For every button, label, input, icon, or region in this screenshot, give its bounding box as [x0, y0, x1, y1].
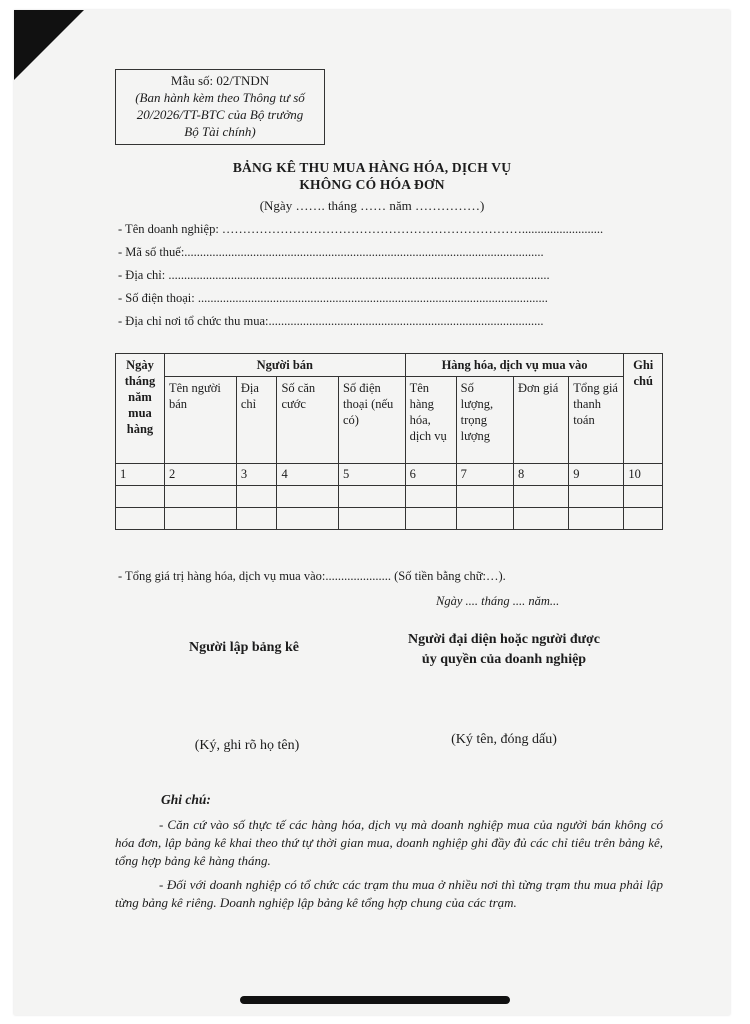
representative-title-line-2: ủy quyền của doanh nghiệp — [421, 652, 587, 667]
table-cell — [513, 486, 568, 508]
representative-title — [386, 630, 622, 670]
preparer-title: Người lập bảng kê — [189, 640, 299, 655]
table-cell — [277, 508, 338, 530]
column-number: 8 — [513, 464, 568, 486]
issued-line-3: Bộ Tài chính) — [184, 124, 256, 139]
table-cell — [164, 486, 236, 508]
title-line-2: KHÔNG CÓ HÓA ĐƠN — [299, 177, 445, 192]
preparer-sign-note: (Ký, ghi rõ họ tên) — [194, 738, 300, 753]
table-cell — [236, 486, 277, 508]
header-seller-name: Tên người bán — [164, 377, 236, 464]
column-number: 10 — [624, 464, 663, 486]
field-tax-code: - Mã số thuế:................................................................................................................... — [118, 245, 544, 259]
table-cell — [338, 486, 405, 508]
column-number: 7 — [456, 464, 513, 486]
header-seller-phone: Số điện thoại (nếu có) — [338, 377, 405, 464]
column-number: 4 — [277, 464, 338, 486]
note-paragraph-1: - Căn cứ vào số thực tế các hàng hóa, dịch vụ mà doanh nghiệp mua của người bán không có hóa đơn, lập bảng kê khai theo thứ tự thời gian mua, doanh nghiệp ghi đầy đủ các chỉ tiêu trên bảng kê, tổng hợp bảng kê hàng tháng. — [115, 817, 663, 868]
purchase-table — [115, 353, 663, 530]
report-date: (Ngày ……. tháng …… năm ……………) — [259, 198, 485, 213]
column-number: 3 — [236, 464, 277, 486]
table-cell — [405, 486, 456, 508]
table-cell — [277, 486, 338, 508]
table-cell — [624, 486, 663, 508]
table-cell — [236, 508, 277, 530]
table-cell — [513, 508, 568, 530]
issued-line-1: (Ban hành kèm theo Thông tư số — [135, 90, 305, 105]
header-seller-group: Người bán — [164, 354, 405, 377]
table-cell — [456, 486, 513, 508]
field-phone: - Số điện thoại: ................................................................................................................ — [118, 291, 548, 305]
issued-line-2: 20/2026/TT-BTC của Bộ trưởng — [136, 107, 304, 122]
column-number: 2 — [164, 464, 236, 486]
title-line-1: BẢNG KÊ THU MUA HÀNG HÓA, DỊCH VỤ — [232, 160, 512, 175]
representative-sign-note: (Ký tên, đóng dấu) — [451, 732, 557, 747]
header-note: Ghi chú — [624, 354, 663, 464]
field-address: - Địa chỉ: .......................................................................................................................... — [118, 268, 550, 282]
table-cell — [116, 508, 165, 530]
table-cell — [164, 508, 236, 530]
table-cell — [116, 486, 165, 508]
table-cell — [569, 508, 624, 530]
table-cell — [456, 508, 513, 530]
notes-title: Ghi chú: — [161, 792, 211, 807]
header-goods-group: Hàng hóa, dịch vụ mua vào — [405, 354, 624, 377]
table-cell — [624, 508, 663, 530]
table-row — [116, 508, 663, 530]
table-row — [116, 464, 663, 486]
table-cell — [338, 508, 405, 530]
header-seller-id: Số căn cước — [277, 377, 338, 464]
field-purchase-location: - Địa chỉ nơi tổ chức thu mua:........................................................................................ — [118, 314, 544, 328]
document-page — [14, 10, 730, 1015]
form-code-box — [115, 69, 325, 145]
column-number: 1 — [116, 464, 165, 486]
home-indicator[interactable] — [240, 996, 510, 1004]
table-cell — [569, 486, 624, 508]
folded-corner — [14, 10, 84, 80]
header-goods-name: Tên hàng hóa, dịch vụ — [405, 377, 456, 464]
column-number: 9 — [569, 464, 624, 486]
column-number: 6 — [405, 464, 456, 486]
total-value-line: - Tổng giá trị hàng hóa, dịch vụ mua vào:..................... (Số tiền bằng chữ:…). — [118, 569, 506, 583]
table-cell — [405, 508, 456, 530]
representative-title-line-1: Người đại diện hoặc người được — [408, 632, 600, 647]
header-unit-price: Đơn giá — [513, 377, 568, 464]
field-company-name: - Tên doanh nghiệp: ……………………………………………………………….......................... — [118, 222, 604, 236]
form-code: Mẫu số: 02/TNDN — [170, 73, 270, 88]
column-number: 5 — [338, 464, 405, 486]
header-quantity: Số lượng, trọng lượng — [456, 377, 513, 464]
table-row — [116, 486, 663, 508]
header-seller-address: Địa chỉ — [236, 377, 277, 464]
header-date: Ngày tháng năm mua hàng — [116, 354, 165, 464]
header-total-price: Tổng giá thanh toán — [569, 377, 624, 464]
signature-date: Ngày .... tháng .... năm... — [436, 594, 560, 608]
note-paragraph-2: - Đối với doanh nghiệp có tổ chức các trạm thu mua ở nhiều nơi thì từng trạm thu mua phải lập từng bảng kê riêng. Doanh nghiệp lập bảng kê tổng hợp chung của các trạm. — [115, 877, 663, 910]
